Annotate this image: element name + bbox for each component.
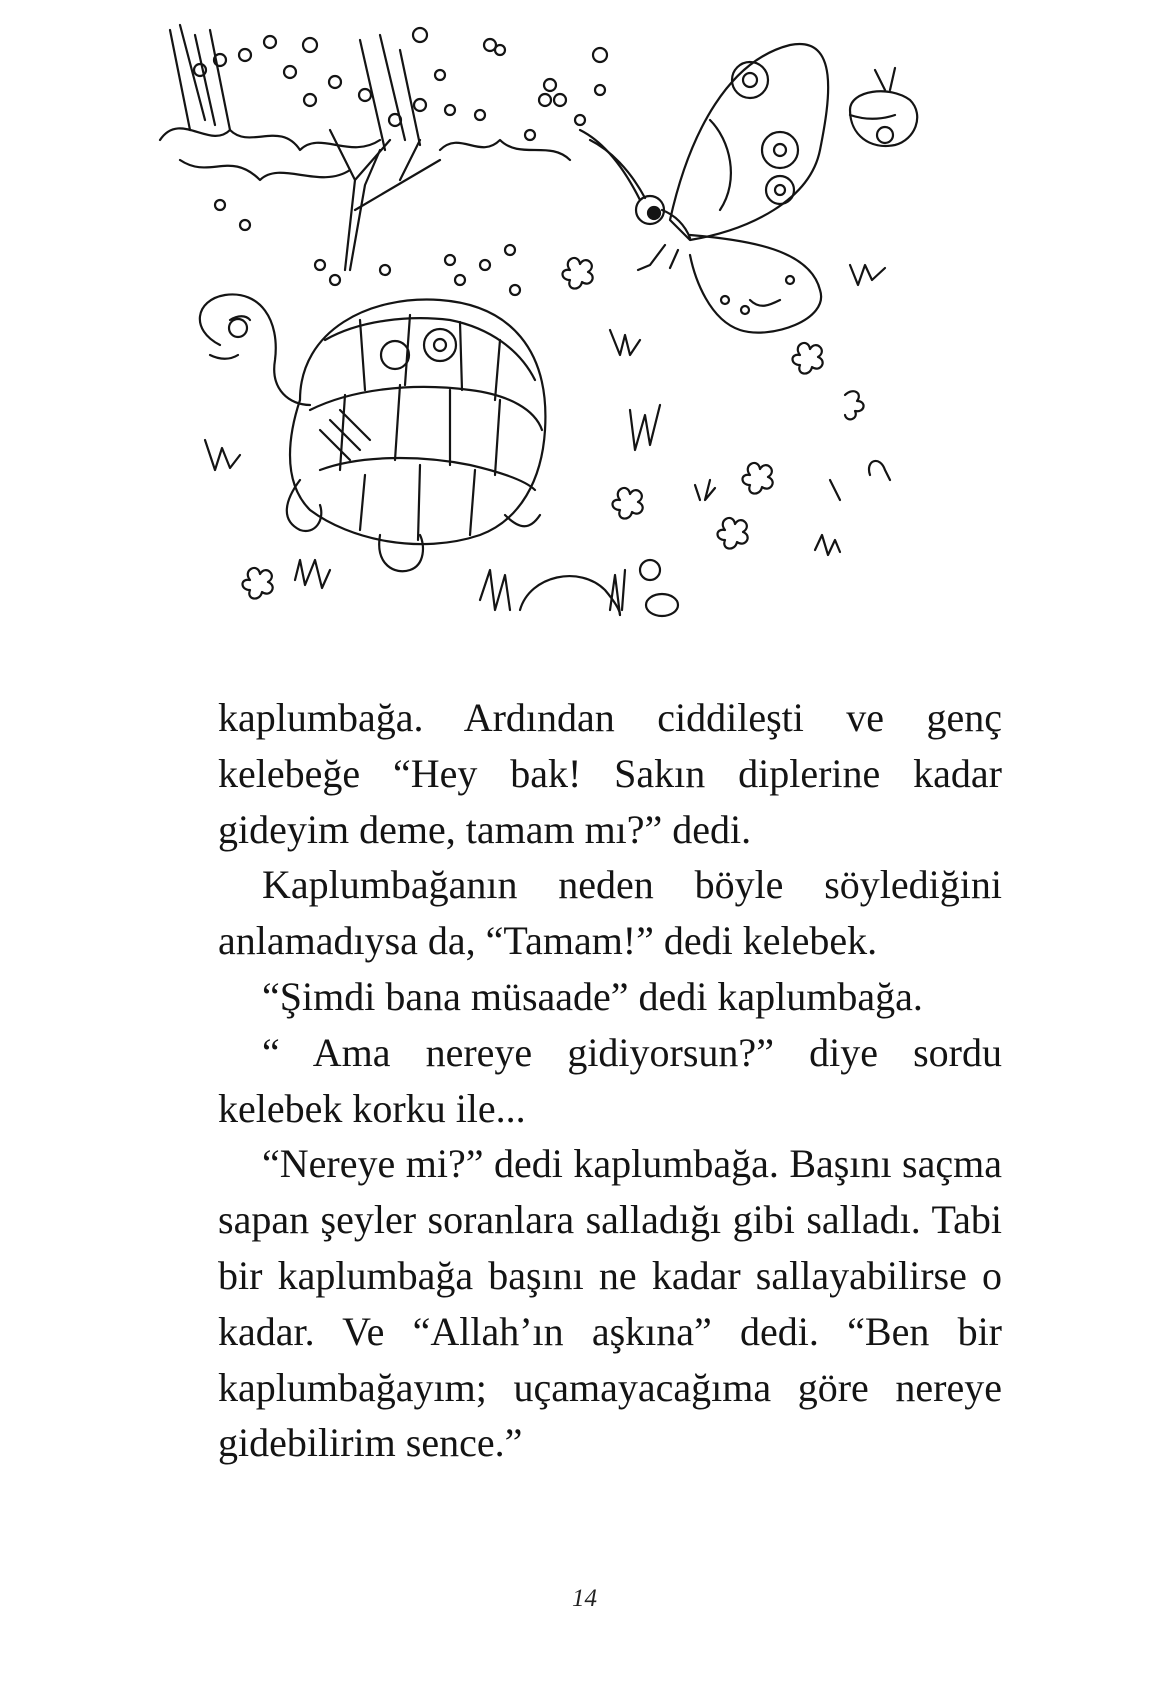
story-illustration <box>150 10 990 670</box>
rock-icon <box>520 480 840 616</box>
story-paragraph: “Şimdi bana müsaade” dedi kaplumbağa. <box>262 973 923 1019</box>
story-text <box>218 690 1002 1471</box>
butterfly-icon <box>580 44 828 333</box>
story-paragraph: kaplumbağa. Ardından ciddileşti ve genç kelebeğe “Hey bak! Sakın diplerine kadar gideyim deme, tamam mı?” dedi. <box>218 695 1002 852</box>
beetle-icon <box>850 68 917 146</box>
story-paragraph: Kaplumbağanın neden böyle söylediğini anlamadıysa da, “Tamam!” dedi kelebek. <box>218 862 1002 964</box>
story-paragraph: “Nereye mi?” dedi kaplumbağa. Başını saçma sapan şeyler soranlara salladığı gibi salladı. Tabi bir kaplumbağa başını ne kadar sallayabilirse o kadar. Ve “Allah’ın aşkına” dedi. “Ben bir kaplumbağayım; uçamayacağıma göre nereye gidebilirim sence.” <box>218 1141 1002 1466</box>
tortoise-icon <box>200 294 546 571</box>
tree-icon <box>160 25 607 295</box>
page-number: 14 <box>572 1585 597 1612</box>
grass-icon <box>205 265 890 615</box>
story-paragraph: “ Ama nereye gidiyorsun?” diye sordu kelebek korku ile... <box>218 1029 1002 1131</box>
flower-icon <box>243 258 864 599</box>
